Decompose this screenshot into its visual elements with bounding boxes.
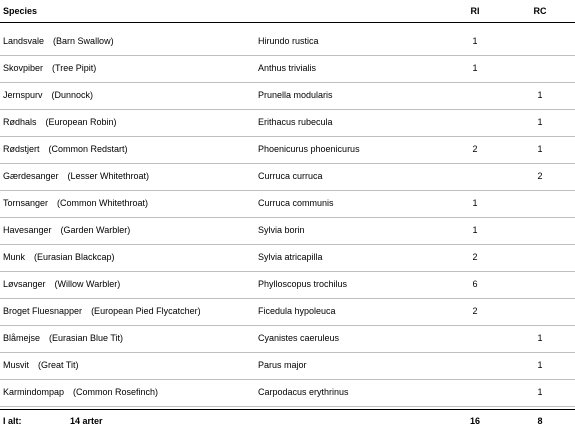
- ri-value: 6: [472, 279, 478, 289]
- local-name: Karmindompap: [3, 387, 65, 397]
- ri-value: 1: [472, 36, 478, 46]
- rc-value: 2: [537, 171, 543, 181]
- species-name: [3, 333, 123, 343]
- latin-name: Sylvia atricapilla: [258, 252, 323, 262]
- local-name: Landsvale: [3, 36, 45, 46]
- latin-name: Phoenicurus phoenicurus: [258, 144, 360, 154]
- table-row: [0, 56, 575, 83]
- table-row: [0, 29, 575, 56]
- species-name: [3, 387, 158, 397]
- species-name: [3, 252, 115, 262]
- table-row: [0, 326, 575, 353]
- table-row: [0, 245, 575, 272]
- species-name: [3, 90, 93, 100]
- table-row: [0, 218, 575, 245]
- total-label: I alt:: [3, 416, 22, 426]
- latin-name: Parus major: [258, 360, 307, 370]
- ri-value: 2: [472, 252, 478, 262]
- rc-value: 1: [537, 387, 543, 397]
- table-row: [0, 137, 575, 164]
- table-row: [0, 191, 575, 218]
- latin-name: Ficedula hypoleuca: [258, 306, 336, 316]
- total-row: [0, 409, 575, 430]
- local-name: Gærdesanger: [3, 171, 59, 181]
- table-row: [0, 164, 575, 191]
- header-species: Species: [3, 6, 38, 16]
- species-name: [3, 36, 114, 46]
- ri-value: 2: [472, 306, 478, 316]
- local-name: Havesanger: [3, 225, 52, 235]
- species-name: [3, 279, 120, 289]
- table-header: [0, 0, 575, 23]
- ri-value: 1: [472, 63, 478, 73]
- rc-value: 1: [537, 333, 543, 343]
- local-name: Blåmejse: [3, 333, 41, 343]
- english-name: (Common Whitethroat): [57, 198, 149, 208]
- table-row: [0, 353, 575, 380]
- local-name: Jernspurv: [3, 90, 43, 100]
- rc-value: 1: [537, 144, 543, 154]
- latin-name: Curruca communis: [258, 198, 334, 208]
- species-name: [3, 360, 79, 370]
- table-row: [0, 299, 575, 326]
- local-name: Rødstjert: [3, 144, 40, 154]
- local-name: Løvsanger: [3, 279, 46, 289]
- total-rc: 8: [537, 416, 543, 426]
- total-ri: 16: [469, 416, 480, 426]
- latin-name: Anthus trivialis: [258, 63, 317, 73]
- english-name: (Common Redstart): [48, 144, 128, 154]
- english-name: (Eurasian Blackcap): [34, 252, 115, 262]
- species-name: [3, 306, 201, 316]
- latin-name: Hirundo rustica: [258, 36, 319, 46]
- english-name: (Willow Warbler): [54, 279, 121, 289]
- species-name: [3, 198, 148, 208]
- english-name: (Barn Swallow): [53, 36, 114, 46]
- latin-name: Prunella modularis: [258, 90, 333, 100]
- header-rc: RC: [533, 6, 547, 16]
- total-count: 14 arter: [70, 416, 103, 426]
- latin-name: Erithacus rubecula: [258, 117, 333, 127]
- local-name: Skovpiber: [3, 63, 44, 73]
- local-name: Munk: [3, 252, 26, 262]
- rc-value: 1: [537, 90, 543, 100]
- local-name: Tornsanger: [3, 198, 49, 208]
- table-row: [0, 272, 575, 299]
- species-name: [3, 171, 149, 181]
- english-name: (Tree Pipit): [52, 63, 97, 73]
- english-name: (Eurasian Blue Tit): [49, 333, 124, 343]
- species-name: [3, 225, 130, 235]
- rc-value: 1: [537, 360, 543, 370]
- ri-value: 1: [472, 198, 478, 208]
- local-name: Rødhals: [3, 117, 37, 127]
- english-name: (Lesser Whitethroat): [67, 171, 150, 181]
- species-name: [3, 144, 128, 154]
- species-name: [3, 117, 117, 127]
- latin-name: Cyanistes caeruleus: [258, 333, 340, 343]
- english-name: (Dunnock): [51, 90, 94, 100]
- header-ri: RI: [470, 6, 480, 16]
- local-name: Musvit: [3, 360, 30, 370]
- local-name: Broget Fluesnapper: [3, 306, 83, 316]
- rc-value: 1: [537, 117, 543, 127]
- latin-name: Phylloscopus trochilus: [258, 279, 348, 289]
- english-name: (European Robin): [45, 117, 117, 127]
- english-name: (Great Tit): [38, 360, 79, 370]
- ri-value: 2: [472, 144, 478, 154]
- english-name: (European Pied Flycatcher): [91, 306, 201, 316]
- english-name: (Garden Warbler): [60, 225, 131, 235]
- latin-name: Carpodacus erythrinus: [258, 387, 349, 397]
- ri-value: 1: [472, 225, 478, 235]
- table-row: [0, 380, 575, 407]
- latin-name: Sylvia borin: [258, 225, 305, 235]
- latin-name: Curruca curruca: [258, 171, 323, 181]
- table-row: [0, 110, 575, 137]
- species-name: [3, 63, 96, 73]
- table-row: [0, 83, 575, 110]
- english-name: (Common Rosefinch): [73, 387, 159, 397]
